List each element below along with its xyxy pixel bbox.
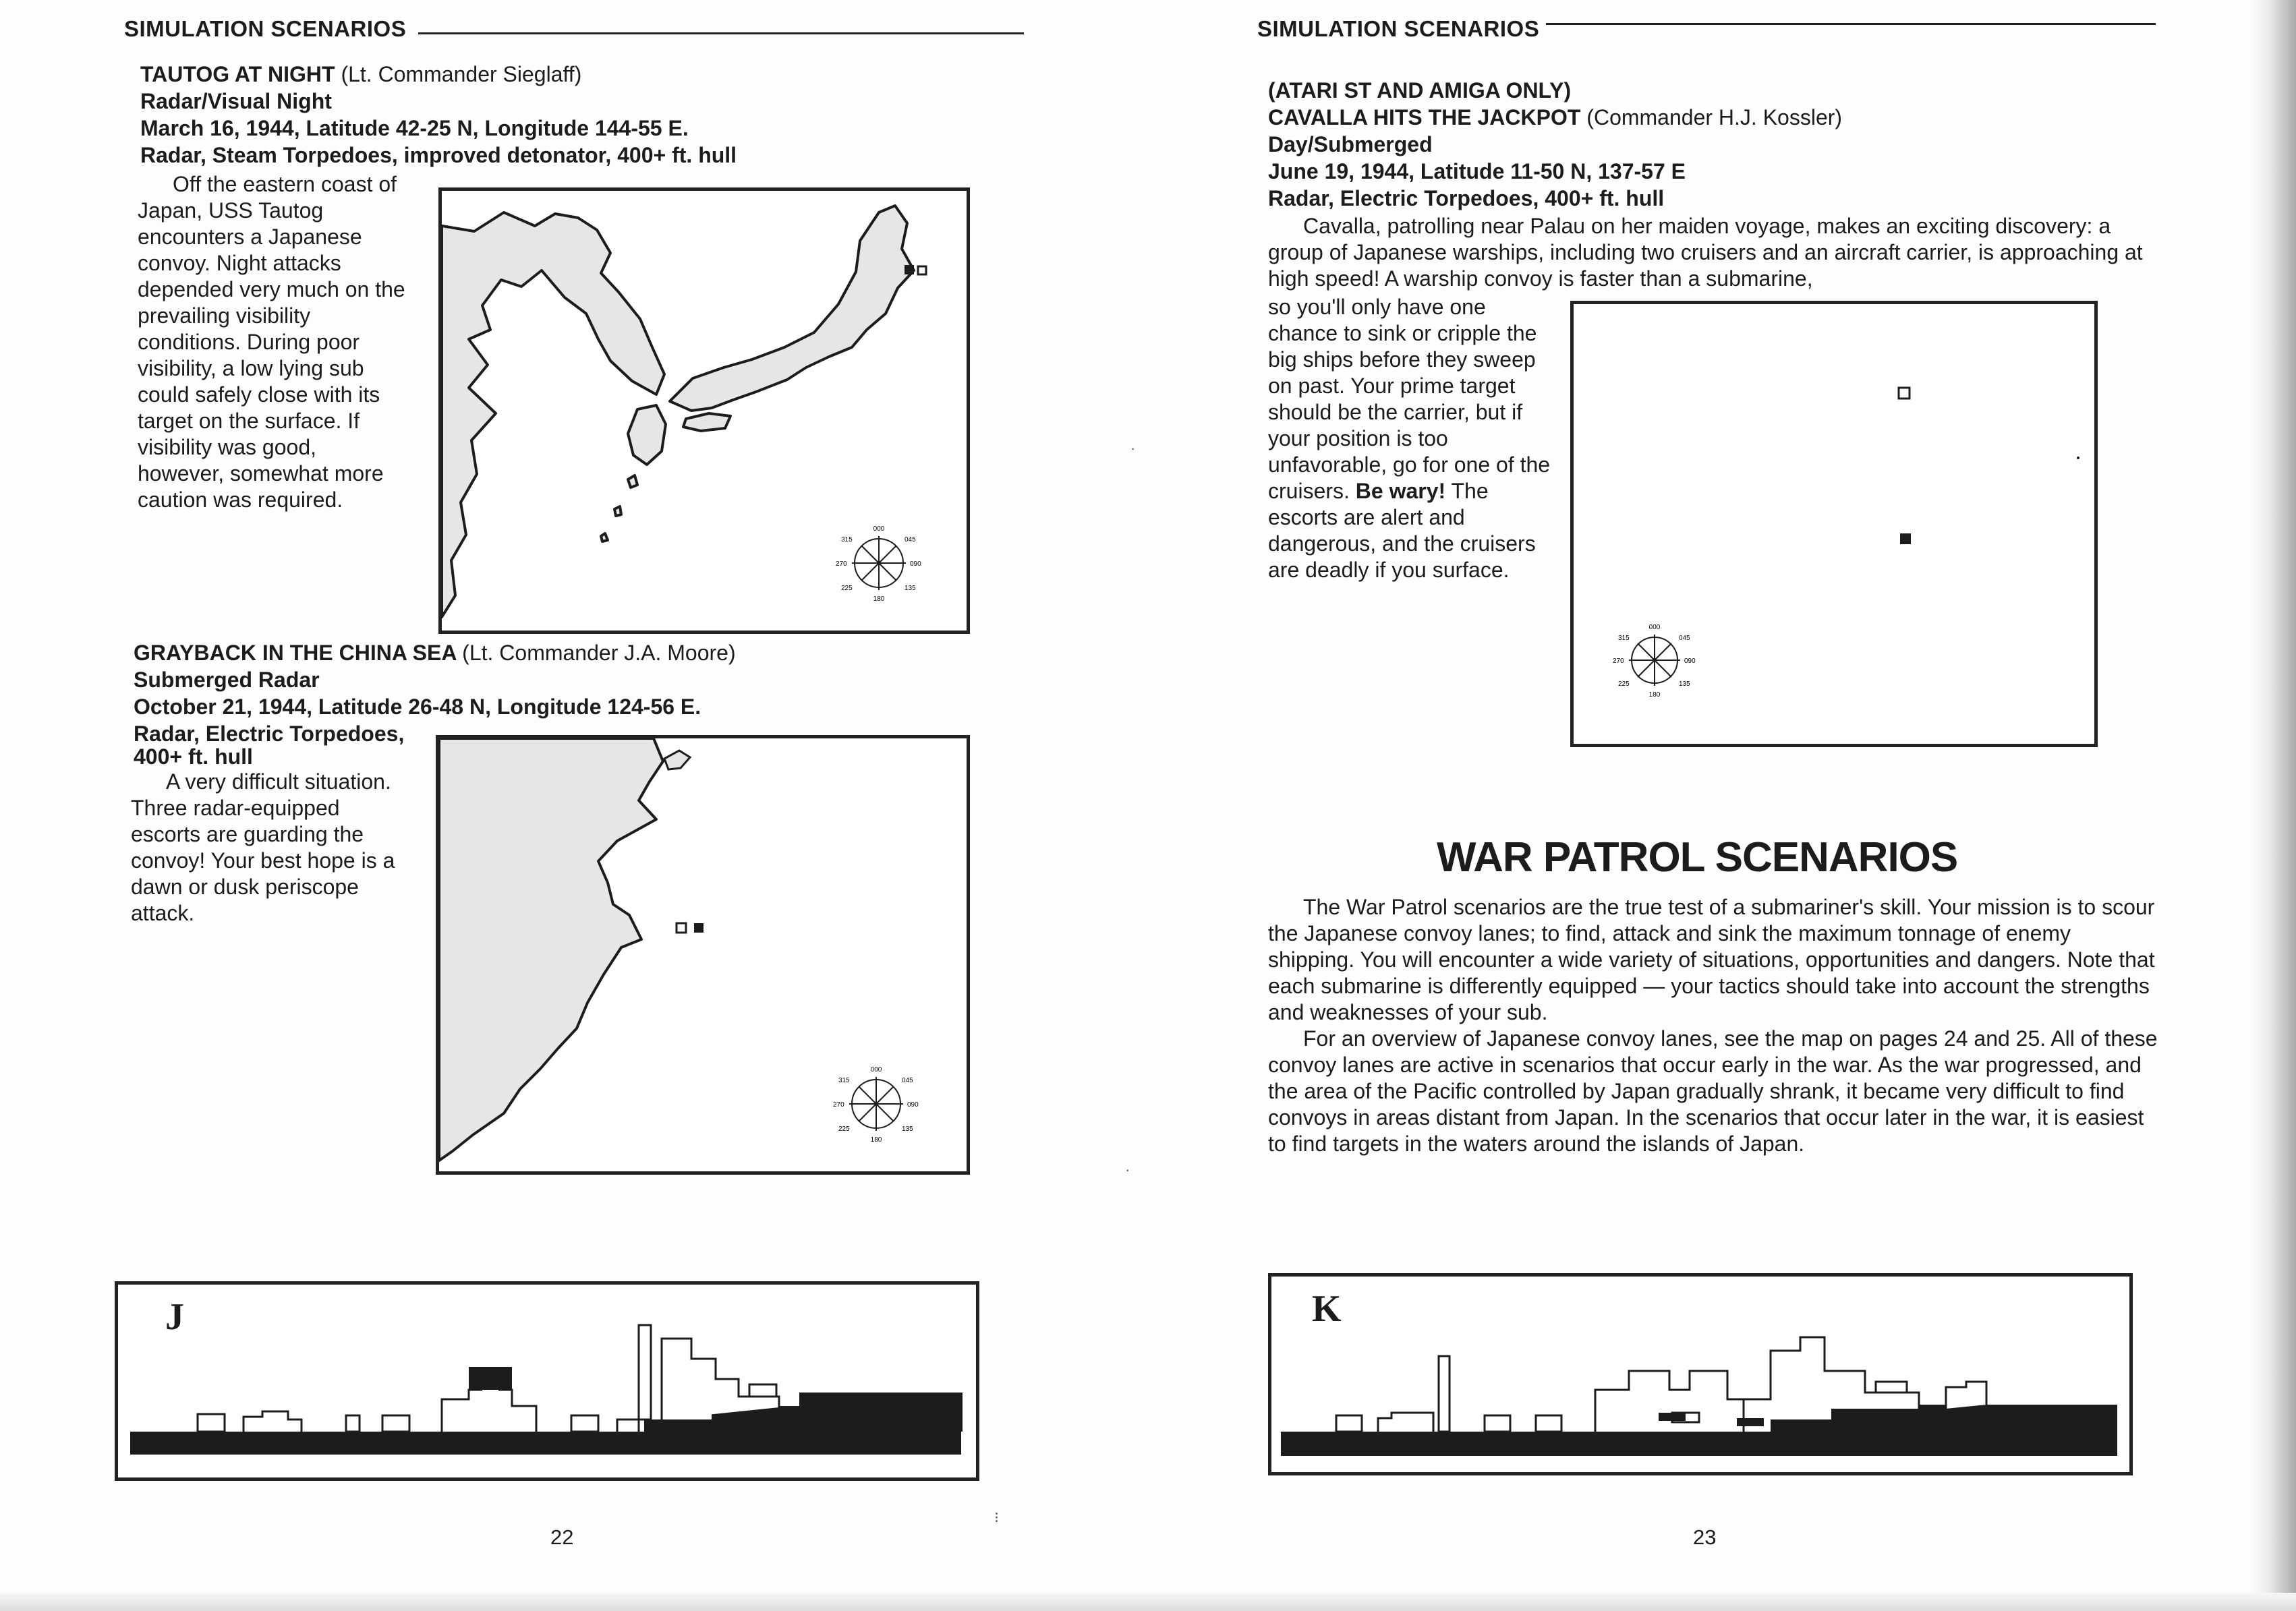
compass-nw: 315 <box>841 536 853 544</box>
scenario-cavalla-description-wide <box>1268 213 2158 292</box>
compass-w: 270 <box>833 1101 844 1109</box>
description-text: Off the eastern coast of Japan, USS Tautog encounters a Japanese convoy. Night attacks depended very much on the prevailing visibility conditions. During poor visibility, a low lying sub could safely close with its target on the surface. If visibility was good, however, somewhat more caution was required. <box>138 172 405 512</box>
scenario-cavalla-description-narrow <box>1268 294 1558 583</box>
compass-w: 270 <box>836 560 847 568</box>
open-ocean-map-graphic <box>1574 304 2094 744</box>
scenario-mode: Day/Submerged <box>1268 132 1433 156</box>
small-island <box>601 533 608 541</box>
contact-dot <box>2077 457 2079 459</box>
scenario-equipment: Radar, Steam Torpedoes, improved detonator, 400+ ft. hull <box>140 143 737 167</box>
compass-se: 135 <box>902 1125 913 1133</box>
scenario-mode: Radar/Visual Night <box>140 89 332 113</box>
war-patrol-paragraph-2: For an overview of Japanese convoy lanes, see the map on pages 24 and 25. All of these convoy lanes are active in scenarios that occur early in the war. As the war progressed, and the area of the Pacific controlled by Japan gradually shrank, it became very difficult to find convoys in areas distant from Japan. In the scenarios that occur later in the war, it is easiest to find targets in the waters around the islands of Japan. <box>1268 1026 2158 1156</box>
cavalla-map <box>1570 301 2098 747</box>
shikoku-island <box>683 413 730 431</box>
scenario-equipment-line1: Radar, Electric Torpedoes, <box>134 722 405 746</box>
ship-silhouette-j-panel <box>115 1281 979 1481</box>
scenario-date-location: March 16, 1944, Latitude 42-25 N, Longitude 144-55 E. <box>140 116 689 140</box>
compass-ne: 045 <box>1679 635 1690 642</box>
submarine-marker <box>918 266 926 274</box>
honshu-island <box>670 206 914 411</box>
description-text: A very difficult situation. Three radar-equipped escorts are guarding the convoy! Your best hope is a dawn or dusk periscope attack. <box>131 769 395 925</box>
edge-speck: ⁝ <box>994 1509 999 1526</box>
scenario-equipment-line2: 400+ ft. hull <box>134 744 253 769</box>
compass-s: 180 <box>1648 691 1661 699</box>
scenario-grayback-description <box>131 769 407 927</box>
small-island <box>664 751 690 769</box>
compass-rose <box>836 525 921 603</box>
compass-w: 270 <box>1613 657 1624 665</box>
convoy-marker-filled <box>694 923 704 933</box>
description-text: so you'll only have one chance to sink or cripple the big ships before they sweep on past. Your prime target should be the carrier, but if your position is too unfavorable, go for one of the cruisers. <box>1268 295 1551 503</box>
scenario-commander: (Commander H.J. Kossler) <box>1586 105 1843 129</box>
compass-nw: 315 <box>1618 635 1630 642</box>
war-patrol-paragraph-1: The War Patrol scenarios are the true test of a submariner's skill. Your mission is to scour the Japanese convoy lanes; to find, attack and sink the maximum tonnage of enemy shipping. You will encounter a wide variety of situations, opportunities and dangers. Note that each submarine is differently equipped — your tactics should take into account the strengths and weaknesses of your sub. <box>1268 895 2155 1024</box>
page-bottom-edge <box>0 1593 2296 1611</box>
submarine-marker <box>677 923 686 933</box>
china-coastline <box>439 738 663 1161</box>
compass-n: 000 <box>873 525 885 533</box>
compass-rose <box>833 1066 919 1144</box>
small-island <box>614 506 621 516</box>
ship-label: K <box>1312 1288 1342 1330</box>
right-page <box>1148 0 2296 1611</box>
platform-note: (ATARI ST AND AMIGA ONLY) <box>1268 78 1572 102</box>
compass-s: 180 <box>873 595 885 603</box>
description-text: The escorts are alert and dangerous, and the cruisers are deadly if you surface. <box>1268 479 1536 582</box>
scenario-equipment: Radar, Electric Torpedoes, 400+ ft. hull <box>1268 186 1665 210</box>
compass-se: 135 <box>1679 680 1690 688</box>
compass-ne: 045 <box>902 1077 913 1084</box>
edge-speck: · <box>1130 440 1136 457</box>
page-number: 23 <box>1693 1525 1717 1549</box>
description-text: Cavalla, patrolling near Palau on her maiden voyage, makes an exciting discovery: a group of Japanese warships, including two cruisers and an aircraft carrier, is approaching at high speed! A warship convoy is faster than a submarine, <box>1268 214 2143 291</box>
compass-n: 000 <box>870 1066 882 1074</box>
grayback-map <box>436 735 970 1175</box>
compass-ne: 045 <box>905 536 916 544</box>
scenario-commander: (Lt. Commander J.A. Moore) <box>462 641 736 665</box>
description-emphasis: Be wary! <box>1355 479 1446 503</box>
compass-se: 135 <box>905 585 916 592</box>
china-sea-map-graphic <box>439 738 967 1171</box>
scenario-title: CAVALLA HITS THE JACKPOT <box>1268 105 1581 129</box>
small-island <box>628 475 637 488</box>
war-patrol-body <box>1268 894 2158 1157</box>
compass-e: 090 <box>907 1101 919 1109</box>
submarine-marker <box>1899 388 1910 399</box>
scenario-title: GRAYBACK IN THE CHINA SEA <box>134 641 457 665</box>
convoy-marker-filled <box>1900 533 1911 544</box>
section-title: WAR PATROL SCENARIOS <box>1437 834 1958 881</box>
ship-j-silhouette <box>118 1285 976 1477</box>
ship-label: J <box>165 1296 184 1338</box>
compass-e: 090 <box>1684 657 1696 665</box>
compass-n: 000 <box>1648 624 1661 631</box>
scenario-tautog-heading <box>140 61 581 88</box>
scenario-grayback-heading <box>134 639 736 666</box>
scenario-date-location: October 21, 1944, Latitude 26-48 N, Longitude 124-56 E. <box>134 695 701 719</box>
page-number: 22 <box>550 1525 574 1549</box>
book-spine-shadow <box>2246 0 2296 1611</box>
compass-nw: 315 <box>838 1077 850 1084</box>
compass-rose <box>1613 624 1696 699</box>
scenario-commander: (Lt. Commander Sieglaff) <box>341 62 582 86</box>
convoy-marker-filled <box>905 265 914 274</box>
compass-sw: 225 <box>841 585 853 592</box>
compass-s: 180 <box>870 1136 882 1144</box>
scenario-title: TAUTOG AT NIGHT <box>140 62 335 86</box>
ship-k-silhouette <box>1271 1277 2129 1472</box>
scenario-tautog-description <box>138 171 407 513</box>
edge-speck: · <box>1125 1161 1130 1178</box>
left-header-rule <box>418 32 1024 34</box>
tautog-map <box>438 187 970 634</box>
ship-silhouette-k-panel <box>1268 1273 2133 1475</box>
scenario-cavalla-heading <box>1268 104 1842 131</box>
japan-map-graphic <box>442 191 967 631</box>
compass-e: 090 <box>910 560 921 568</box>
kyushu-island <box>628 405 666 465</box>
right-header-rule <box>1546 23 2156 25</box>
scenario-date-location: June 19, 1944, Latitude 11-50 N, 137-57 E <box>1268 159 1686 183</box>
scenario-mode: Submerged Radar <box>134 668 320 692</box>
mainland-landmass <box>442 212 664 617</box>
left-page-header: SIMULATION SCENARIOS <box>124 16 407 41</box>
right-page-header: SIMULATION SCENARIOS <box>1257 16 1540 41</box>
compass-sw: 225 <box>838 1125 850 1133</box>
compass-sw: 225 <box>1618 680 1630 688</box>
